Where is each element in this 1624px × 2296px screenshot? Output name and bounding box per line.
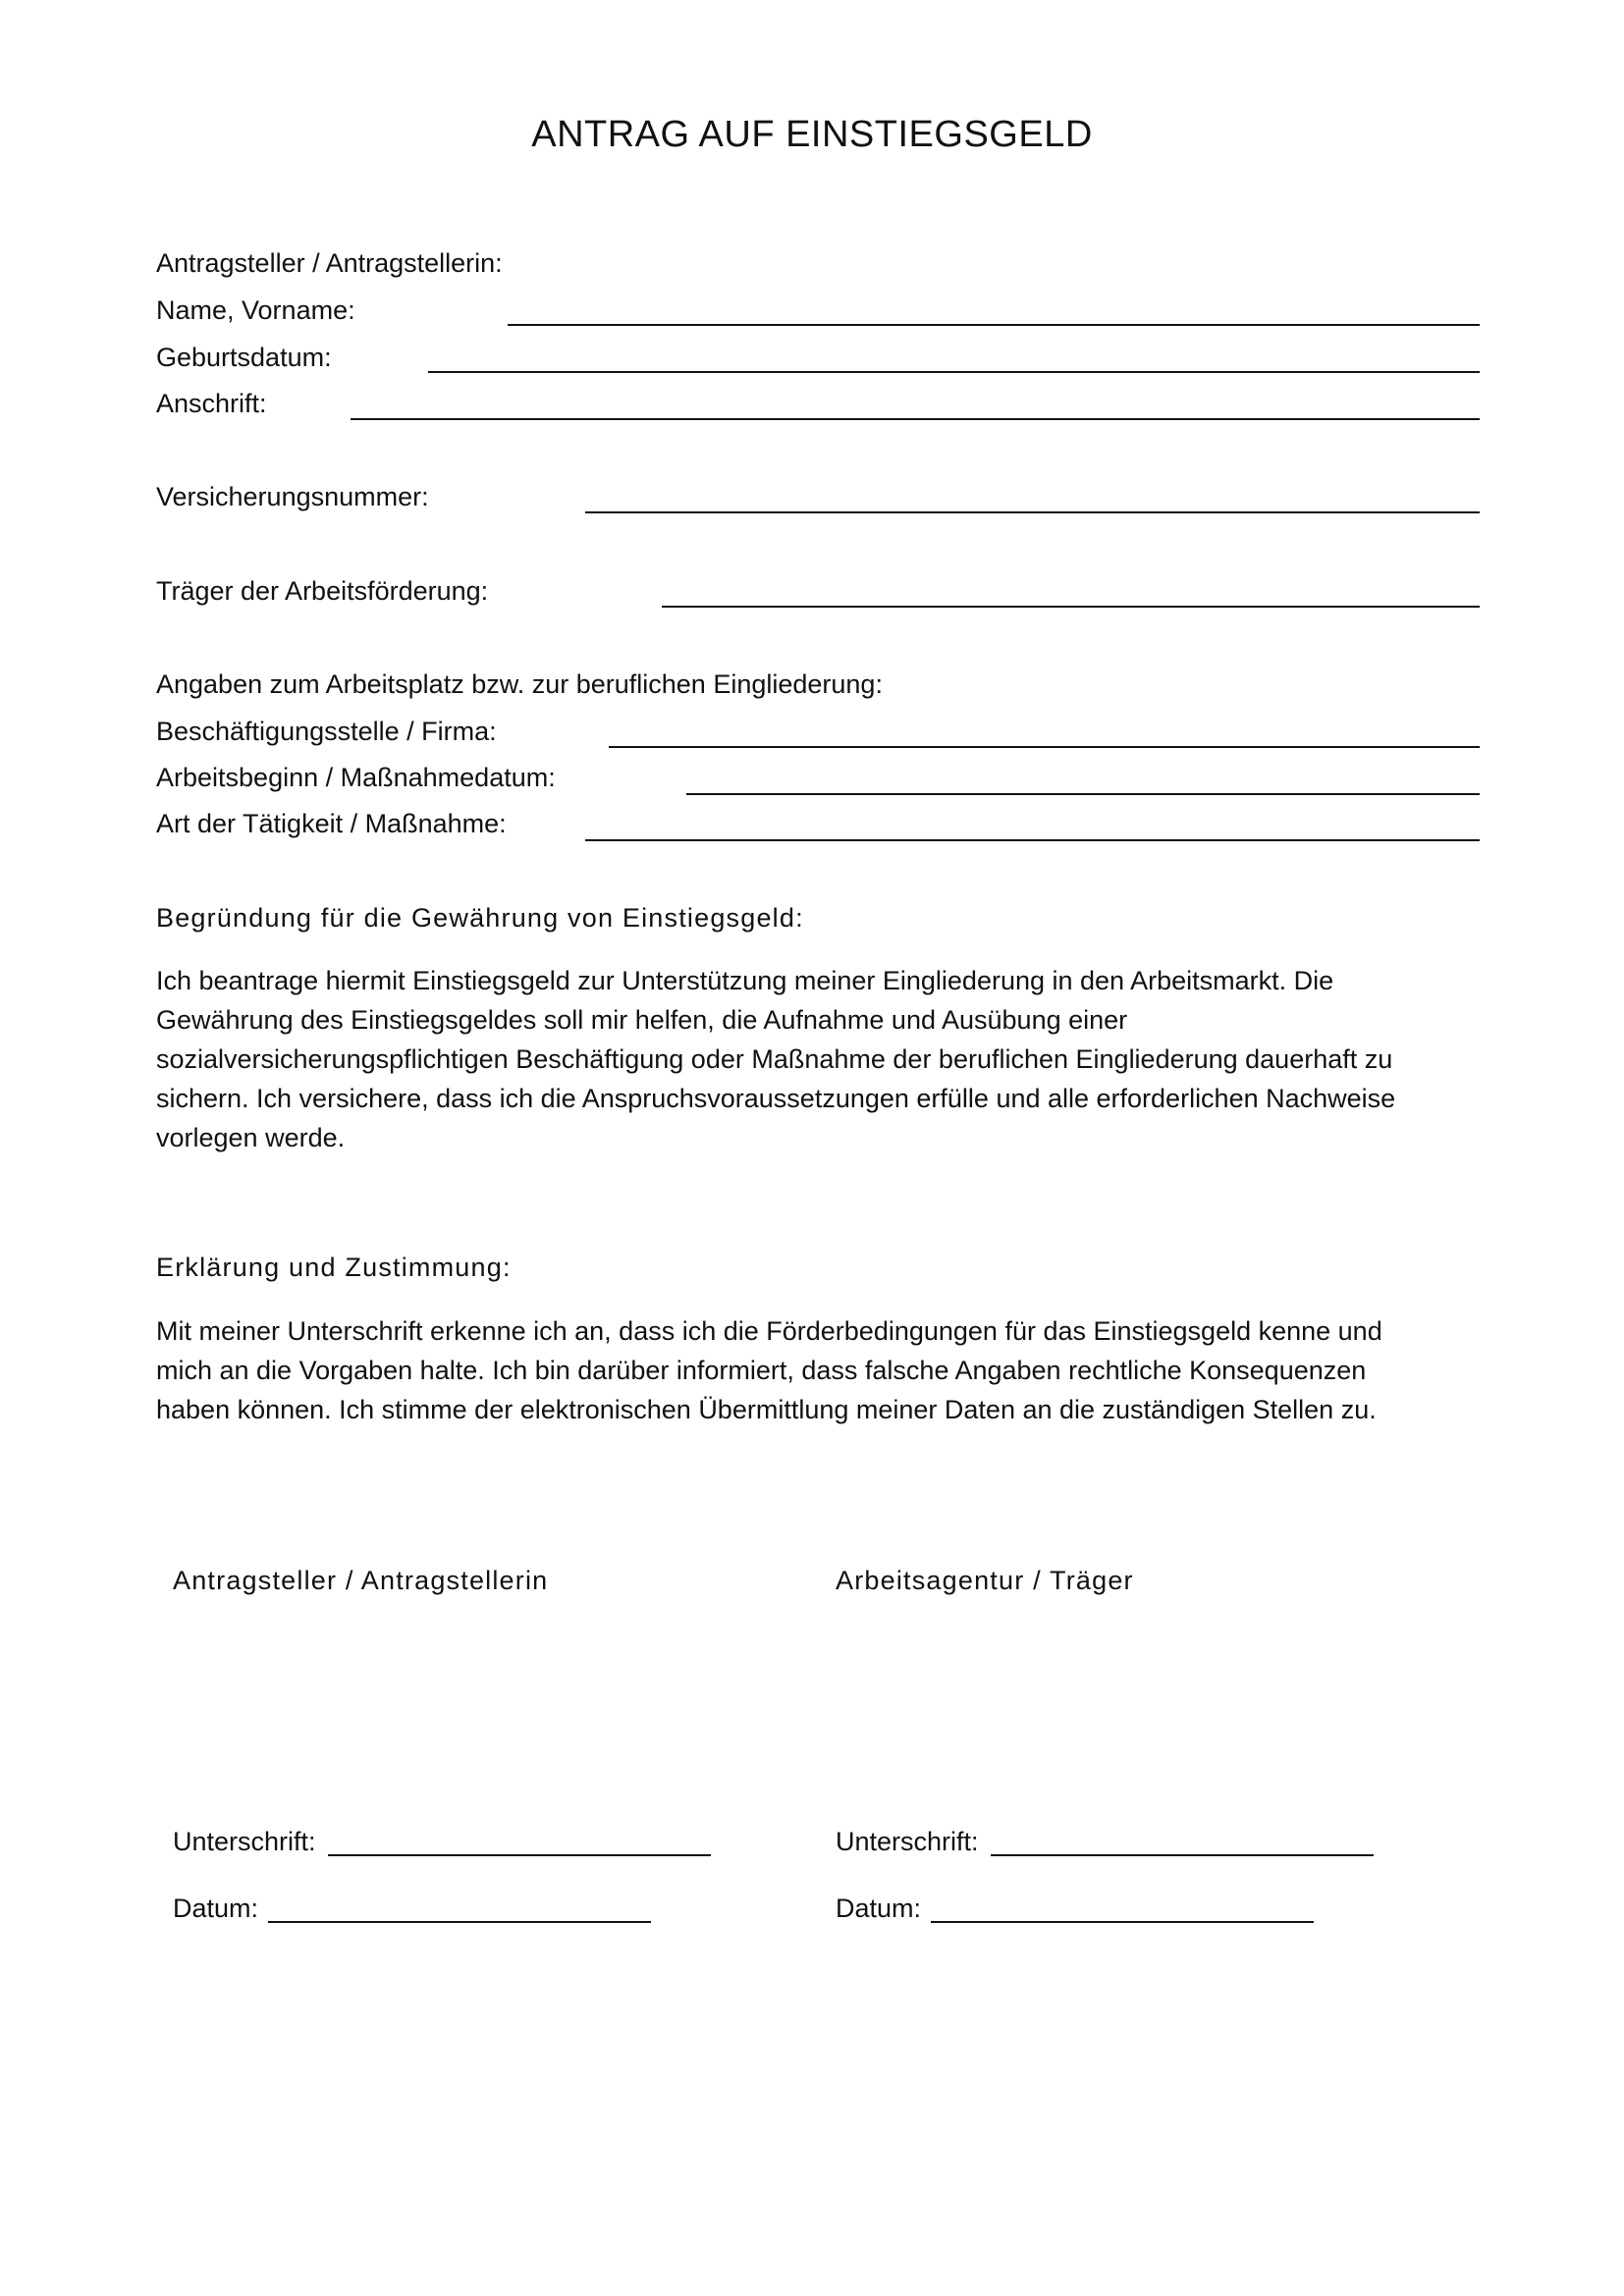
agency-signature-label: Unterschrift: xyxy=(836,1827,979,1856)
agency-field-line[interactable] xyxy=(662,606,1480,608)
job-type-label: Art der Tätigkeit / Maßnahme: xyxy=(156,809,507,838)
declaration-heading: Erklärung und Zustimmung: xyxy=(156,1253,512,1282)
employer-label: Beschäftigungsstelle / Firma: xyxy=(156,717,497,746)
agency-signature-line[interactable] xyxy=(991,1854,1374,1856)
agency-date-label: Datum: xyxy=(836,1894,922,1923)
agency-date-line[interactable] xyxy=(931,1921,1314,1923)
start-date-field-line[interactable] xyxy=(686,793,1480,795)
document-title: ANTRAG AUF EINSTIEGSGELD xyxy=(531,114,1093,155)
address-field-line[interactable] xyxy=(351,418,1480,420)
name-label: Name, Vorname: xyxy=(156,295,355,325)
start-date-label: Arbeitsbeginn / Maßnahmedatum: xyxy=(156,763,556,792)
justification-heading: Begründung für die Gewährung von Einstiegsgeld: xyxy=(156,903,804,933)
applicant-signature-label: Unterschrift: xyxy=(173,1827,316,1856)
agency-signature-heading: Arbeitsagentur / Träger xyxy=(836,1566,1134,1595)
birthdate-field-line[interactable] xyxy=(428,371,1480,373)
job-type-field-line[interactable] xyxy=(585,839,1480,841)
insurance-number-field-line[interactable] xyxy=(585,511,1480,513)
declaration-text: Mit meiner Unterschrift erkenne ich an, dass ich die Förderbedingungen für das Einstiegsgeld kenne und mich an die Vorgaben halte. Ich bin darüber informiert, dass falsche Angaben rechtliche Konsequenzen haben können. Ich stimme der elektronischen Übermittlung meiner Daten an die zuständigen Stellen zu. xyxy=(156,1316,1382,1424)
justification-text: Ich beantrage hiermit Einstiegsgeld zur Unterstützung meiner Eingliederung in den Arbeitsmarkt. Die Gewährung des Einstiegsgeldes soll mir helfen, die Aufnahme und Ausübung einer sozialversicherungspflichtigen Beschäftigung oder Maßnahme der beruflichen Eingliederung dauerhaft zu sichern. Ich versichere, dass ich die Anspruchsvoraussetzungen erfülle und alle erforderlichen Nachweise vorlegen werde. xyxy=(156,966,1396,1152)
applicant-heading: Antragsteller / Antragstellerin: xyxy=(156,248,503,278)
address-label: Anschrift: xyxy=(156,389,267,418)
applicant-date-line[interactable] xyxy=(268,1921,651,1923)
birthdate-label: Geburtsdatum: xyxy=(156,343,332,372)
applicant-signature-heading: Antragsteller / Antragstellerin xyxy=(173,1566,549,1595)
applicant-date-label: Datum: xyxy=(173,1894,259,1923)
agency-label: Träger der Arbeitsförderung: xyxy=(156,576,489,606)
employer-field-line[interactable] xyxy=(609,746,1480,748)
applicant-signature-line[interactable] xyxy=(328,1854,711,1856)
insurance-number-label: Versicherungsnummer: xyxy=(156,482,429,511)
name-field-line[interactable] xyxy=(508,324,1480,326)
job-heading: Angaben zum Arbeitsplatz bzw. zur beruflichen Eingliederung: xyxy=(156,669,883,699)
